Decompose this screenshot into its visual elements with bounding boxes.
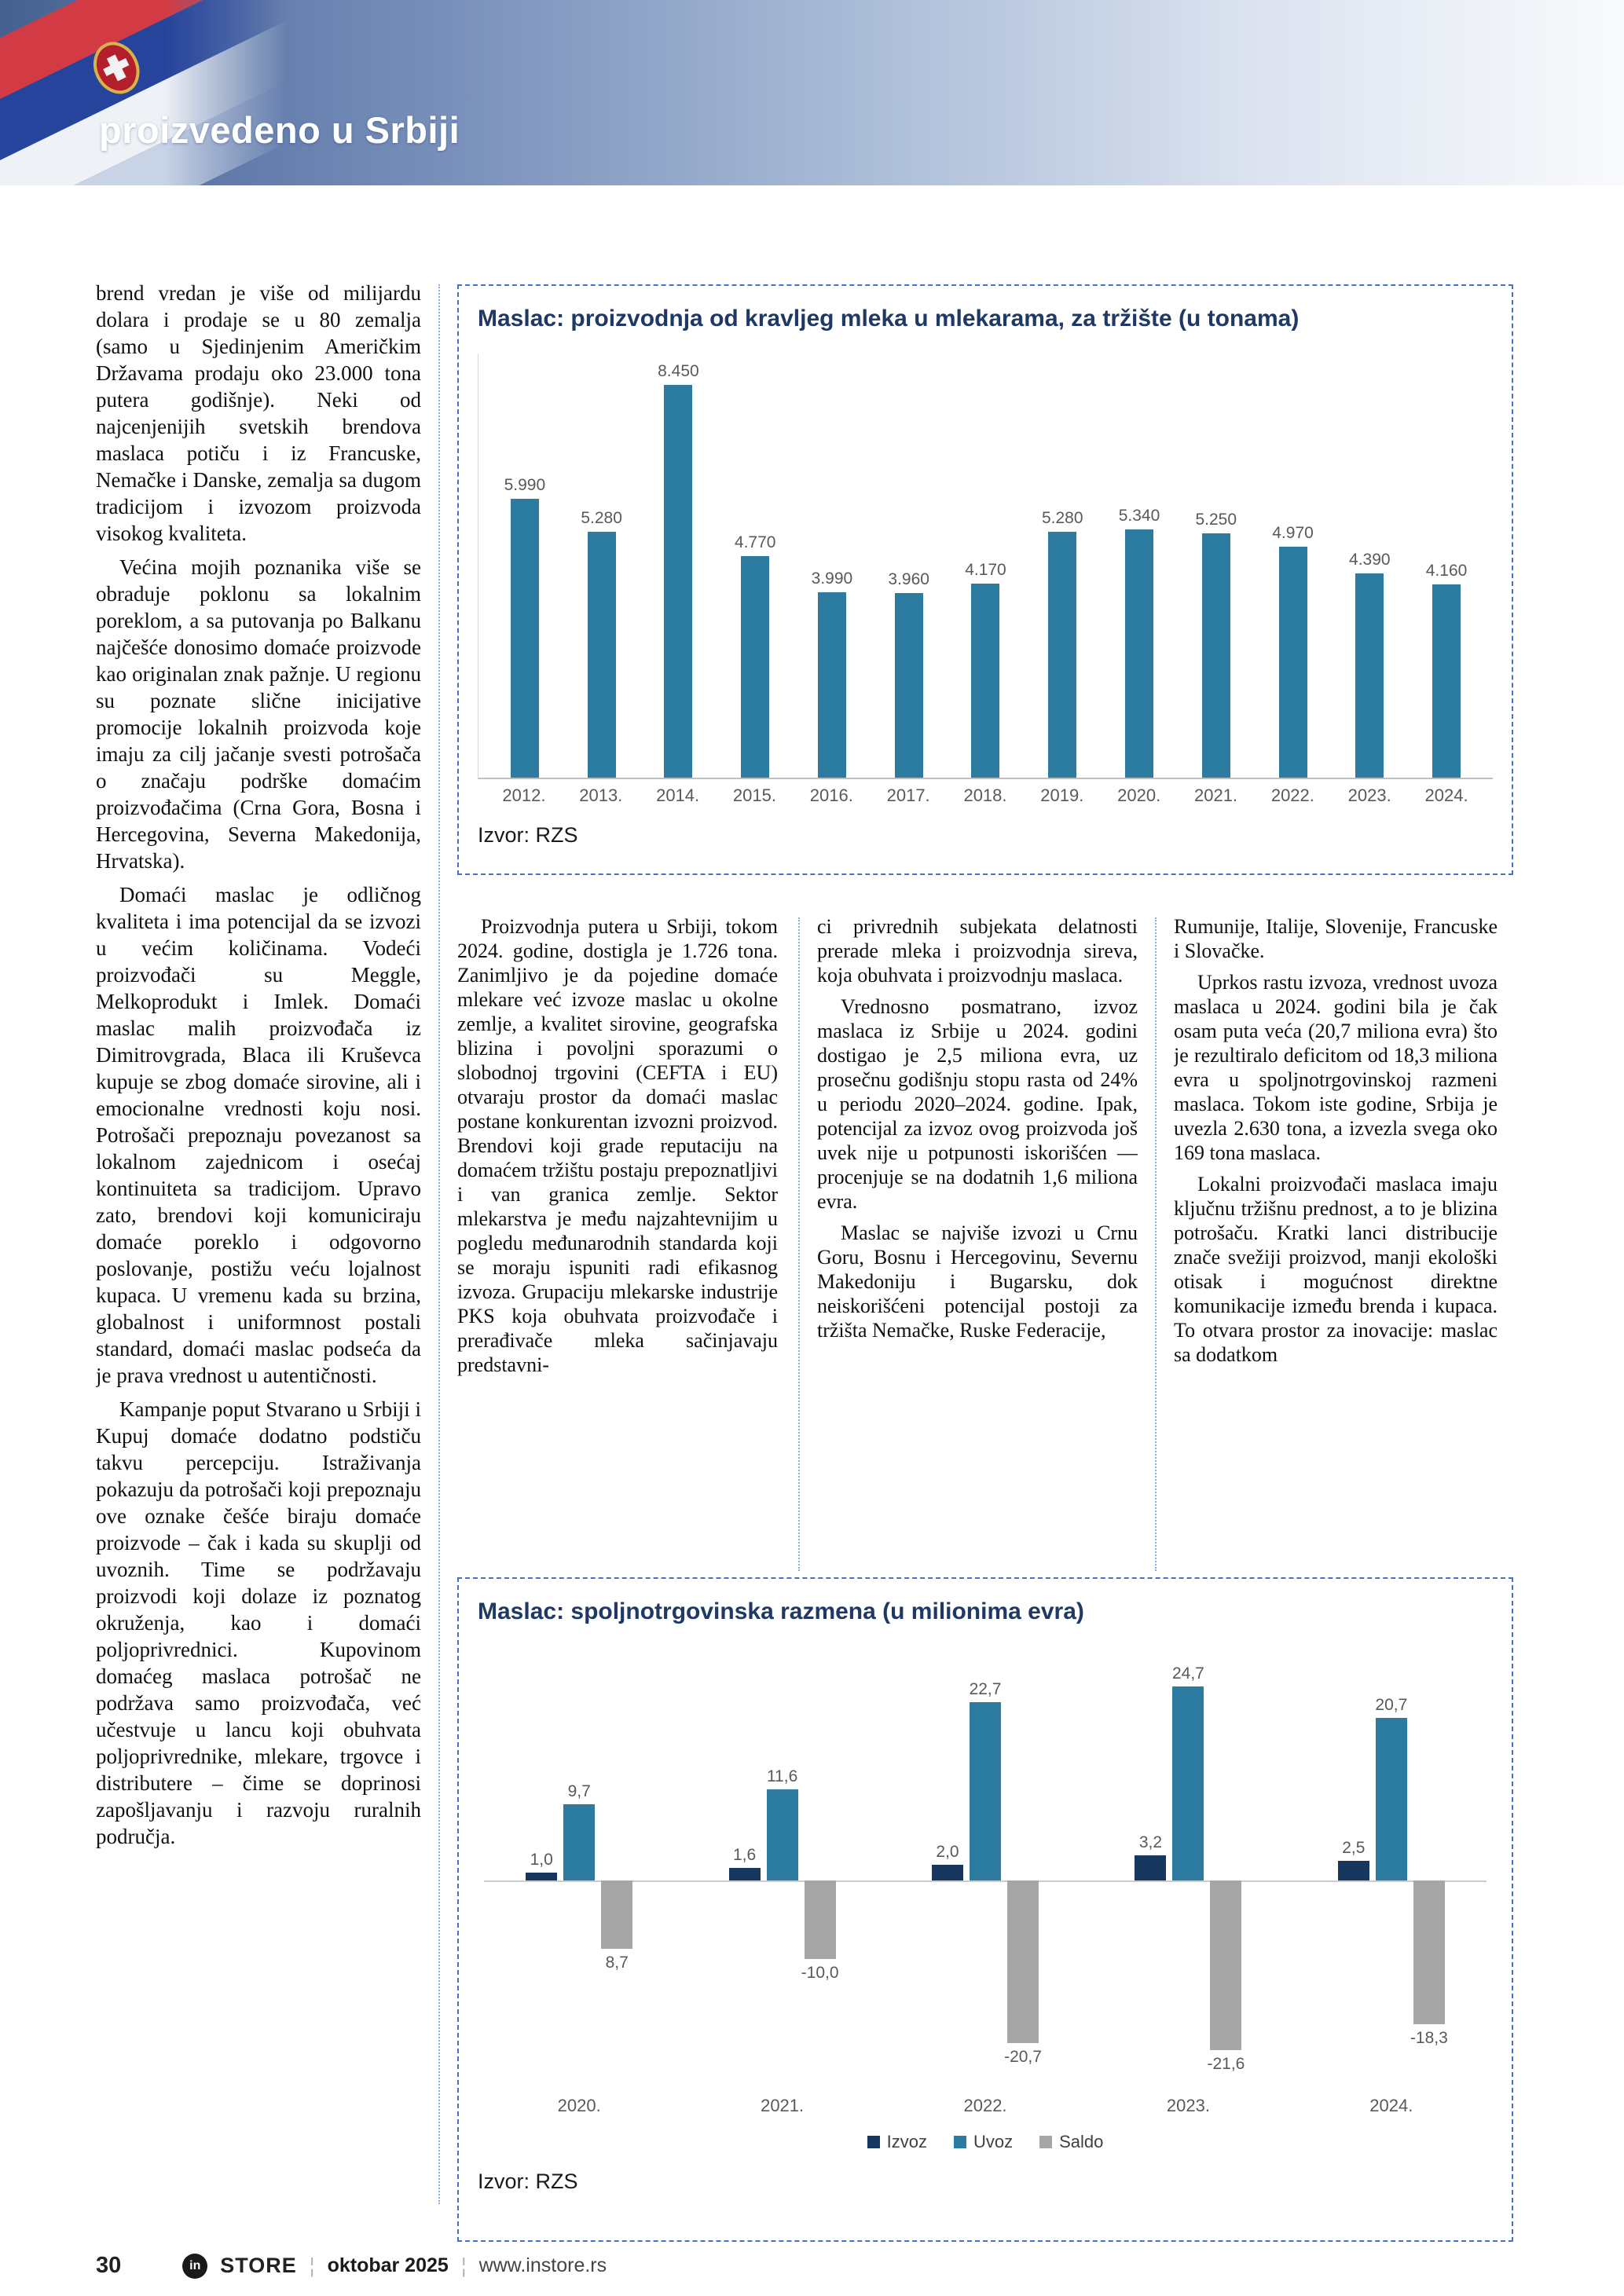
bar bbox=[1355, 573, 1384, 778]
page-footer bbox=[96, 2253, 1528, 2279]
chart-legend bbox=[478, 2132, 1493, 2152]
bar-value-label: 11,6 bbox=[766, 1767, 798, 1785]
x-axis-label: 2023. bbox=[1166, 2096, 1210, 2115]
bar-group bbox=[1087, 1653, 1289, 2093]
footer-separator: ¦ bbox=[460, 2254, 467, 2277]
paragraph: brend vredan je više od milijardu dolara i prodaje se u 80 zemalja (samo u Sjedinjenim Američkim Državama prodaju oko 23.000 tona putera godišnje). Neki od najcenjenijih svetskih brendova maslaca potiču i iz Francuske, Nemačke i Danske, zemalja sa dugom tradicijom i izvozom proizvoda visokog kvaliteta. bbox=[96, 281, 421, 545]
legend-label: Saldo bbox=[1059, 2132, 1104, 2151]
x-axis-label: 2024. bbox=[1369, 2096, 1413, 2115]
text-column-1 bbox=[96, 280, 421, 2203]
bar bbox=[818, 592, 846, 778]
bar-uvoz bbox=[1376, 1718, 1407, 1880]
bar-value-label: 20,7 bbox=[1375, 1696, 1408, 1714]
bar-group bbox=[680, 1653, 883, 2093]
x-axis-label: 2018. bbox=[963, 785, 1007, 805]
bar-saldo bbox=[1007, 1880, 1039, 2043]
bar-column bbox=[794, 569, 871, 778]
bar-izvoz bbox=[1338, 1861, 1369, 1880]
x-axis-label: 2012. bbox=[502, 785, 546, 805]
bar-uvoz bbox=[970, 1702, 1001, 1880]
page-header bbox=[0, 0, 1624, 185]
legend-label: Izvoz bbox=[886, 2132, 927, 2151]
bar bbox=[895, 593, 923, 778]
bar-izvoz bbox=[932, 1865, 963, 1880]
chart-foreign-trade bbox=[457, 1577, 1513, 2242]
legend-label: Uvoz bbox=[973, 2132, 1014, 2151]
bar-value-label: 2,5 bbox=[1342, 1839, 1366, 1857]
bar-value-label: 8.450 bbox=[658, 362, 699, 380]
bar-value-label: -20,7 bbox=[1004, 2048, 1042, 2066]
bar-value-label: 2,0 bbox=[936, 1843, 959, 1861]
serbia-flag-image bbox=[0, 0, 299, 185]
paragraph: Rumunije, Italije, Slovenije, Francuske i Slovačke. bbox=[1174, 915, 1498, 962]
bar-izvoz bbox=[1135, 1855, 1166, 1880]
bar-saldo bbox=[1413, 1880, 1445, 2024]
x-axis bbox=[478, 2096, 1493, 2116]
x-axis-label: 2020. bbox=[1117, 785, 1161, 805]
paragraph: ci privrednih subjekata delatnosti prerade mleka i proizvodnja sireva, koja obuhvata i proizvodnju maslaca. bbox=[817, 915, 1138, 987]
bar-column bbox=[1178, 511, 1255, 778]
x-axis-label: 2015. bbox=[732, 785, 776, 805]
paragraph: Proizvodnja putera u Srbiji, tokom 2024. godine, dostigla je 1.726 tona. Zanimljivo je da pojedine domaće mlekare već izvoze maslac u okolne zemlje, a kvalitet sirovine, geografska blizina i povoljni sporazumi o slobodnoj trgovini (CEFTA i EU) otvaraju prostor da domaći maslac postane konkurentan izvozni proizvod. Brendovi koji grade reputaciju na domaćem tržištu postaju prepoznatljivi i van granica zemlje. Sektor mlekarstva je među najzahtevnijim u pogledu međunarodnih standarda koji se moraju ispuniti radi efikasnog izvoza. Grupaciju mlekarske industrije PKS koja obuhvata proizvođače i prerađivače mleka sačinjavaju predstavni- bbox=[457, 915, 778, 1376]
page-title: proizvedeno u Srbiji bbox=[99, 109, 460, 151]
bar-value-label: 4.970 bbox=[1272, 524, 1314, 542]
page-number: 30 bbox=[96, 2253, 122, 2278]
bar-value-label: 4.770 bbox=[734, 533, 776, 551]
bar bbox=[511, 499, 539, 778]
bar-column bbox=[1408, 562, 1485, 778]
bar-value-label: 24,7 bbox=[1171, 1664, 1204, 1683]
bar-column bbox=[717, 533, 794, 778]
bar-uvoz bbox=[563, 1804, 595, 1880]
text-column-4 bbox=[1174, 914, 1498, 1574]
text-column-2 bbox=[457, 914, 778, 1574]
bar-izvoz bbox=[526, 1873, 557, 1880]
legend-swatch-icon bbox=[867, 2136, 880, 2148]
website-link[interactable]: www.instore.rs bbox=[478, 2254, 607, 2276]
x-axis-label: 2016. bbox=[809, 785, 853, 805]
legend-item-izvoz bbox=[867, 2132, 927, 2152]
bar bbox=[664, 385, 692, 778]
bar-value-label: -18,3 bbox=[1410, 2029, 1448, 2047]
x-axis-label: 2013. bbox=[579, 785, 623, 805]
chart-source: Izvor: RZS bbox=[478, 2170, 578, 2193]
legend-item-saldo bbox=[1039, 2132, 1103, 2152]
footer-separator: ¦ bbox=[309, 2254, 315, 2277]
bar-value-label: -21,6 bbox=[1207, 2055, 1245, 2073]
paragraph: Vrednosno posmatrano, izvoz maslaca iz Srbije u 2024. godini dostigao je 2,5 miliona evra, uz prosečnu godišnju stopu rasta od 24% u periodu 2020–2024. godine. Ipak, potencijal za izvoz ovog proizvoda još uvek nije u potpunosti iskorišćen — procenjuje se na dodatnih 1,6 miliona evra. bbox=[817, 995, 1138, 1213]
legend-swatch-icon bbox=[1039, 2136, 1052, 2148]
bar-group bbox=[478, 1653, 680, 2093]
chart-title: Maslac: spoljnotrgovinska razmena (u milionima evra) bbox=[478, 1598, 1084, 1624]
x-axis-label: 2022. bbox=[1270, 785, 1314, 805]
bar-izvoz bbox=[729, 1868, 761, 1880]
bar-value-label: 5.340 bbox=[1118, 507, 1160, 525]
bar bbox=[1125, 529, 1153, 778]
bar bbox=[588, 532, 616, 778]
bar-column bbox=[871, 570, 948, 778]
bar-value-label: 1,6 bbox=[733, 1846, 757, 1864]
legend-item-uvoz bbox=[954, 2132, 1013, 2152]
bar-column bbox=[640, 362, 717, 778]
bar-value-label: 9,7 bbox=[567, 1782, 591, 1800]
x-axis-label: 2022. bbox=[963, 2096, 1007, 2115]
bar-value-label: 5.280 bbox=[1041, 509, 1083, 527]
bar-saldo bbox=[601, 1880, 632, 1949]
legend-swatch-icon bbox=[954, 2136, 966, 2148]
grouped-bar-chart-plot bbox=[478, 1653, 1493, 2093]
paragraph: Većina mojih poznanika više se obraduje poklonu sa lokalnim poreklom, a sa putovanja po Balkanu najčešće donosimo domaće proizvode kao originalan znak pažnje. U regionu su poznate slične inicijative promocije lokalnih proizvoda koje imaju za cilj jačanje svesti potrošača o značaju podrške domaćim proizvođačima (Crna Gora, Bosna i Hercegovina, Severna Makedonija, Hrvatska). bbox=[96, 555, 421, 873]
bar-value-label: 8,7 bbox=[605, 1954, 629, 1972]
bar-saldo bbox=[1210, 1880, 1241, 2050]
chart-butter-production bbox=[457, 284, 1513, 875]
column-separator bbox=[798, 917, 800, 1571]
bar bbox=[1279, 547, 1307, 778]
bar-value-label: 4.170 bbox=[965, 561, 1006, 579]
column-separator bbox=[1155, 917, 1157, 1571]
paragraph: Uprkos rastu izvoza, vrednost uvoza maslaca u 2024. godini bila je čak osam puta veća (20,7 miliona evra) što je rezultiralo deficitom od 18,3 miliona evra u spoljnotrgovinskoj razmeni maslaca. Tokom iste godine, Srbija je uvezla 2.630 tona, a izvezla svega oko 169 tona maslaca. bbox=[1174, 971, 1498, 1164]
magazine-name: STORE bbox=[220, 2254, 297, 2277]
bar-saldo bbox=[805, 1880, 836, 1959]
bar-group bbox=[884, 1653, 1087, 2093]
bar-value-label: 3,2 bbox=[1138, 1833, 1163, 1851]
paragraph: Maslac se najviše izvozi u Crnu Goru, Bosnu i Hercegovinu, Severnu Makedoniju i Bugarsku, dok neiskorišćeni potencijal postoji za tržišta Nemačke, Ruske Federacije, bbox=[817, 1221, 1138, 1342]
bar bbox=[741, 556, 769, 778]
bar-column bbox=[948, 561, 1025, 778]
bar-value-label: -10,0 bbox=[801, 1964, 839, 1982]
bar bbox=[1432, 584, 1461, 778]
bar-column bbox=[1255, 524, 1332, 778]
column-separator bbox=[438, 284, 440, 2204]
issue-date: oktobar 2025 bbox=[327, 2254, 449, 2276]
x-axis-label: 2024. bbox=[1424, 785, 1468, 805]
x-axis-label: 2023. bbox=[1347, 785, 1391, 805]
bar-column bbox=[1101, 507, 1178, 778]
paragraph: Kampanje poput Stvarano u Srbiji i Kupuj domaće dodatno podstiču takvu percepciju. Istraživanja pokazuju da potrošači koji prepoznaju ove oznake češće biraju domaće proizvode – čak i kada su skuplji od uvoznih. Time se podržavaju proizvodi koji dolaze iz poznatog okruženja, kao i domaći poljoprivrednici. Kupovinom domaćeg maslaca potrošač ne podržava samo proizvođača, već učestvuje u lancu koji obuhvata poljoprivrednike, mlekare, trgovce i distributere – čime se doprinosi zapošljavanju i razvoju ruralnih područja. bbox=[96, 1397, 421, 1848]
bar-uvoz bbox=[1172, 1686, 1204, 1880]
bar-column bbox=[486, 476, 563, 778]
bar-value-label: 3.960 bbox=[888, 570, 929, 588]
x-axis-label: 2017. bbox=[886, 785, 930, 805]
bar bbox=[971, 584, 999, 778]
bar-column bbox=[1331, 551, 1408, 778]
bar-chart-plot bbox=[478, 353, 1493, 779]
bar bbox=[1202, 533, 1230, 778]
bar-value-label: 5.250 bbox=[1195, 511, 1237, 529]
instore-logo-icon: in bbox=[182, 2254, 207, 2279]
bar-value-label: 4.160 bbox=[1425, 562, 1468, 580]
text-column-3 bbox=[817, 914, 1138, 1574]
paragraph: Lokalni proizvođači maslaca imaju ključnu tržišnu prednost, a to je blizina potrošaču. Kratki lanci distribucije znače svežiji proizvod, manji ekološki otisak i mogućnost direktne komunikacije između brenda i kupaca. To otvara prostor za inovacije: maslac sa dodatkom bbox=[1174, 1173, 1498, 1366]
bar-value-label: 3.990 bbox=[811, 569, 853, 588]
paragraph: Domaći maslac je odličnog kvaliteta i ima potencijal da se izvozi u većim količinama. Vodeći proizvođači su Meggle, Melkoprodukt i Imlek. Domaći maslac malih proizvođača iz Dimitrovgrada, Blaca ili Kruševca kupuje se zbog domaće sirovine, ali i emocionalne vrednosti koju nosi. Potrošači prepoznaju povezanost sa lokalnom zajednicom i osećaj kontinuiteta sa tradicijom. Upravo zato, brendovi koji komuniciraju domaće poreklo i odgovorno poslovanje, postižu veću lojalnost kupaca. U vremenu kada su brzina, globalnost i uniformnost postali standard, domaći maslac podseća da je prava vrednost u autentičnosti. bbox=[96, 883, 421, 1387]
bar-value-label: 5.280 bbox=[581, 509, 622, 527]
bar-column bbox=[563, 509, 640, 778]
bar-value-label: 5.990 bbox=[504, 476, 546, 494]
x-axis-label: 2019. bbox=[1040, 785, 1084, 805]
chart-title: Maslac: proizvodnja od kravljeg mleka u mlekarama, za tržište (u tonama) bbox=[478, 306, 1300, 331]
x-axis-label: 2021. bbox=[761, 2096, 805, 2115]
x-axis-label: 2021. bbox=[1193, 785, 1238, 805]
chart-source: Izvor: RZS bbox=[478, 823, 578, 847]
x-axis bbox=[478, 785, 1493, 806]
x-axis-label: 2020. bbox=[557, 2096, 601, 2115]
bar bbox=[1048, 532, 1076, 778]
x-axis-label: 2014. bbox=[656, 785, 700, 805]
bar-group bbox=[1290, 1653, 1493, 2093]
bar-value-label: 22,7 bbox=[969, 1680, 1002, 1698]
bar-value-label: 4.390 bbox=[1349, 551, 1391, 569]
bar-value-label: 1,0 bbox=[530, 1851, 553, 1869]
bar-uvoz bbox=[767, 1789, 798, 1880]
bar-column bbox=[1024, 509, 1101, 778]
